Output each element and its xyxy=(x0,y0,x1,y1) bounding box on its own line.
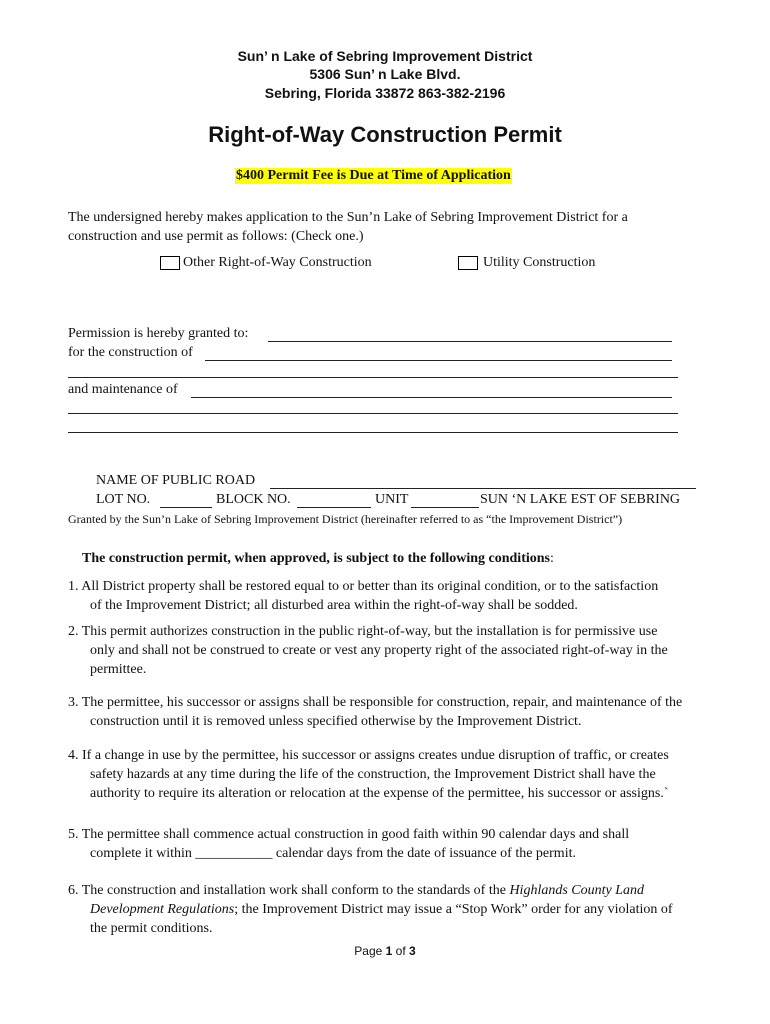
condition-3-line-1: 3. The permittee, his successor or assigns shall be responsible for construction, repair, and maintenance of the xyxy=(68,695,683,710)
condition-2-line-3: permittee. xyxy=(90,662,147,677)
org-address: 5306 Sun’ n Lake Blvd. xyxy=(309,66,461,82)
condition-2 xyxy=(68,622,728,679)
condition-5-line-1: 5. The permittee shall commence actual construction in good faith within 90 calendar days and shall xyxy=(68,827,630,842)
condition-5-line-2: complete it within ___________ calendar days from the date of issuance of the permit. xyxy=(90,846,576,861)
condition-4-line-2: safety hazards at any time during the life of the construction, the Improvement District shall have the xyxy=(90,767,656,782)
condition-3-line-2: construction until it is removed unless specified otherwise by the Improvement District. xyxy=(90,714,582,729)
road-label: NAME OF PUBLIC ROAD xyxy=(96,473,256,488)
lot-field[interactable] xyxy=(160,507,212,508)
granted-by-note: Granted by the Sun’n Lake of Sebring Improvement District (hereinafter referred to as “the Improvement District”) xyxy=(68,512,623,526)
of-word: of xyxy=(395,944,406,958)
page-footer xyxy=(0,944,770,958)
intro-line-2: construction and use permit as follows: (Check one.) xyxy=(68,229,364,244)
other-construction-label: Other Right-of-Way Construction xyxy=(183,255,372,270)
conditions-heading-text: The construction permit, when approved, is subject to the following conditions xyxy=(82,551,550,566)
intro-line-1: The undersigned hereby makes application to the Sun’n Lake of Sebring Improvement District for a xyxy=(68,210,628,225)
condition-6-line-1-text: 6. The construction and installation work shall conform to the standards of the xyxy=(68,883,510,898)
page-title: Right-of-Way Construction Permit xyxy=(208,122,562,147)
permission-field[interactable] xyxy=(268,341,672,342)
condition-6-line-2-text: ; the Improvement District may issue a “Stop Work” order for any violation of xyxy=(234,902,673,917)
construction-label: for the construction of xyxy=(68,345,193,360)
condition-4 xyxy=(68,746,728,803)
construction-field-line-2[interactable] xyxy=(68,377,678,378)
org-name: Sun’ n Lake of Sebring Improvement District xyxy=(237,48,533,64)
condition-4-line-3: authority to require its alteration or relocation at the expense of the permittee, his successor or assigns.` xyxy=(90,786,669,801)
page-total: 3 xyxy=(409,944,416,958)
maintenance-field[interactable] xyxy=(191,397,672,398)
construction-field[interactable] xyxy=(205,360,672,361)
condition-6-line-2 xyxy=(68,900,728,919)
condition-4-line-1: 4. If a change in use by the permittee, his successor or assigns creates undue disruption of traffic, or creates xyxy=(68,748,669,763)
page-number: 1 xyxy=(385,944,393,958)
block-label: BLOCK NO. xyxy=(216,492,291,507)
condition-2-line-2: only and shall not be construed to create or vest any property right of the associated right-of-way in the xyxy=(90,643,668,658)
condition-1 xyxy=(68,577,728,615)
condition-6-line-2-italic: Development Regulations xyxy=(90,902,235,917)
estate-name: SUN ‘N LAKE EST OF SEBRING xyxy=(480,492,681,507)
utility-construction-label: Utility Construction xyxy=(483,255,596,270)
other-construction-checkbox[interactable] xyxy=(160,256,180,270)
condition-2-line-1: 2. This permit authorizes construction in the public right-of-way, but the installation is for permissive use xyxy=(68,624,658,639)
condition-6-line-1-italic: Highlands County Land xyxy=(509,883,645,898)
block-field[interactable] xyxy=(297,507,371,508)
page-word: Page xyxy=(354,944,383,958)
fee-notice: $400 Permit Fee is Due at Time of Application xyxy=(236,168,511,183)
condition-5 xyxy=(68,825,728,863)
maintenance-label: and maintenance of xyxy=(68,382,178,397)
road-field[interactable] xyxy=(270,488,696,489)
maintenance-field-line-2[interactable] xyxy=(68,413,678,414)
condition-1-line-1: 1. All District property shall be restored equal to or better than its original condition, or to the satisfaction xyxy=(68,579,659,594)
condition-1-line-2: of the Improvement District; all disturbed area within the right-of-way shall be sodded. xyxy=(90,598,578,613)
maintenance-field-line-3[interactable] xyxy=(68,432,678,433)
unit-field[interactable] xyxy=(411,507,479,508)
permission-label: Permission is hereby granted to: xyxy=(68,326,249,341)
condition-6 xyxy=(68,881,728,938)
unit-label: UNIT xyxy=(375,492,409,507)
conditions-heading: The construction permit, when approved, is subject to the following conditions: xyxy=(82,551,554,566)
org-city-phone: Sebring, Florida 33872 863-382-2196 xyxy=(264,85,506,101)
condition-3 xyxy=(68,693,728,731)
condition-6-line-1 xyxy=(68,881,728,900)
utility-construction-checkbox[interactable] xyxy=(458,256,478,270)
lot-label: LOT NO. xyxy=(96,492,151,507)
condition-6-line-3: the permit conditions. xyxy=(90,921,213,936)
